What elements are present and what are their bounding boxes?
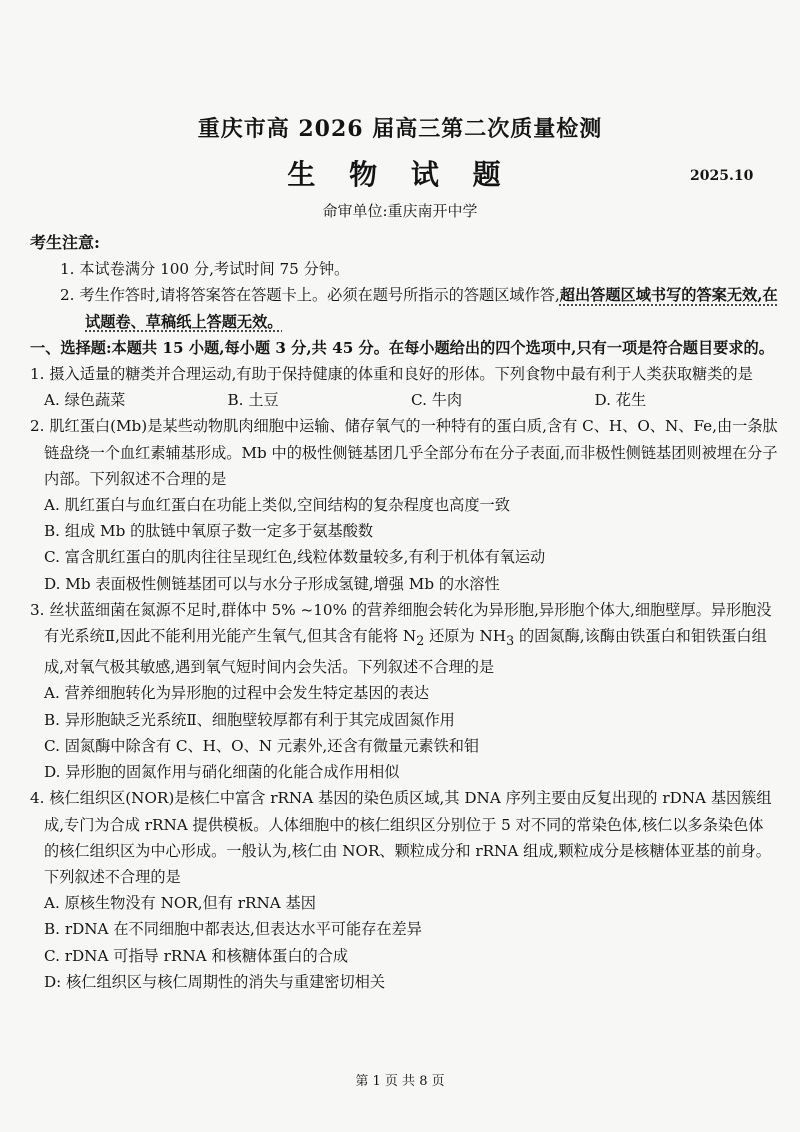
subscript-2: 2 — [416, 633, 425, 649]
question-4-option-b: B. rDNA 在不同细胞中都表达,但表达水平可能存在差异 — [44, 920, 422, 939]
question-2-option-b: B. 组成 Mb 的肽链中氧原子数一定多于氨基酸数 — [44, 522, 374, 541]
notice-item-1: 1. 本试卷满分 100 分,考试时间 75 分钟。 — [60, 260, 350, 279]
question-1-option-d: D. 花生 — [594, 391, 647, 410]
question-1-option-a: A. 绿色蔬菜 — [44, 391, 126, 410]
question-2-option-a: A. 肌红蛋白与血红蛋白在功能上类似,空间结构的复杂程度也高度一致 — [44, 496, 510, 515]
question-1-options — [30, 387, 778, 413]
question-4-option-a: A. 原核生物没有 NOR,但有 rRNA 基因 — [44, 894, 316, 913]
setting-unit: 命审单位:重庆南开中学 — [322, 202, 478, 220]
notice-item-2 — [30, 282, 778, 334]
question-3-stem — [30, 597, 778, 681]
question-3-option-c: C. 固氮酶中除含有 C、H、O、N 元素外,还含有微量元素铁和钼 — [44, 736, 480, 755]
notice-item-2-emphasis: 超出答题区域书写的答案无效,在试题卷、草稿纸上答题无效。 — [85, 286, 778, 331]
question-4-option-d: D: 核仁组织区与核仁周期性的消失与重建密切相关 — [44, 972, 386, 991]
subject-title: 生 物 试 题 — [287, 158, 513, 191]
question-2-option-c: C. 富含肌红蛋白的肌肉往往呈现红色,线粒体数量较多,有利于机体有氧运动 — [44, 548, 546, 567]
section-1-title: 一、选择题:本题共 15 小题,每小题 3 分,共 45 分。在每小题给出的四个选项中,只有一项是符合题目要求的。 — [30, 338, 774, 357]
question-1-option-b: B. 土豆 — [227, 391, 279, 410]
exam-title: 重庆市高 2026 届高三第二次质量检测 — [197, 116, 603, 142]
notice-item-2-text: 2. 考生作答时,请将答案答在答题卡上。必须在题号所指示的答题区域作答, — [60, 286, 560, 305]
question-3-option-b: B. 异形胞缺乏光系统Ⅱ、细胞壁较厚都有利于其完成固氮作用 — [44, 710, 455, 729]
question-3-stem-part-2: 还原为 NH — [424, 627, 507, 646]
question-3-stem-part-1: 3. 丝状蓝细菌在氮源不足时,群体中 5% ~10% 的营养细胞会转化为异形胞,异形胞个体大,细胞壁厚。异形胞没有光系统Ⅱ,因此不能利用光能产生氧气,但其含有能将 N — [30, 600, 772, 646]
exam-body — [30, 230, 778, 995]
question-3-option-d: D. 异形胞的固氮作用与硝化细菌的化能合成作用相似 — [44, 763, 400, 782]
subscript-3: 3 — [506, 633, 515, 649]
question-3-stem-part-3: 的固氮酶,该酶由铁蛋白和钼铁蛋白组成,对氧气极其敏感,遇到氧气短时间内会失活。下列叙述不合理的是 — [44, 627, 767, 677]
question-2-option-d: D. Mb 表面极性侧链基团可以与水分子形成氢键,增强 Mb 的水溶性 — [44, 574, 500, 593]
exam-date: 2025.10 — [690, 168, 754, 184]
question-1-option-c: C. 牛肉 — [411, 391, 463, 410]
page-number: 第 1 页 共 8 页 — [355, 1074, 445, 1089]
question-1-stem: 1. 摄入适量的糖类并合理运动,有助于保持健康的体重和良好的形体。下列食物中最有利于人类获取糖类的是 — [30, 365, 753, 384]
notice-title: 考生注意: — [30, 233, 100, 252]
question-4-option-c: C. rDNA 可指导 rRNA 和核糖体蛋白的合成 — [44, 946, 349, 965]
question-4-stem: 4. 核仁组织区(NOR)是核仁中富含 rRNA 基因的染色质区域,其 DNA 序列主要由反复出现的 rDNA 基因簇组成,专门为合成 rRNA 提供模板。人体细胞中的核仁组织区分别位于 5 对不同的常染色体,核仁以多条染色体的核仁组织区为中心形成。一般认为,核仁由 NOR、颗粒成分和 rRNA 组成,颗粒成分是核糖体亚基的前身。下列叙述不合理的是 — [30, 789, 772, 886]
question-2-stem: 2. 肌红蛋白(Mb)是某些动物肌肉细胞中运输、储存氧气的一种特有的蛋白质,含有 C、H、O、N、Fe,由一条肽链盘绕一个血红素辅基形成。Mb 中的极性侧链基团几乎全部分布在分子表面,而非极性侧链基团则被埋在分子内部。下列叙述不合理的是 — [30, 417, 778, 488]
question-3-option-a: A. 营养细胞转化为异形胞的过程中会发生特定基因的表达 — [44, 684, 430, 703]
